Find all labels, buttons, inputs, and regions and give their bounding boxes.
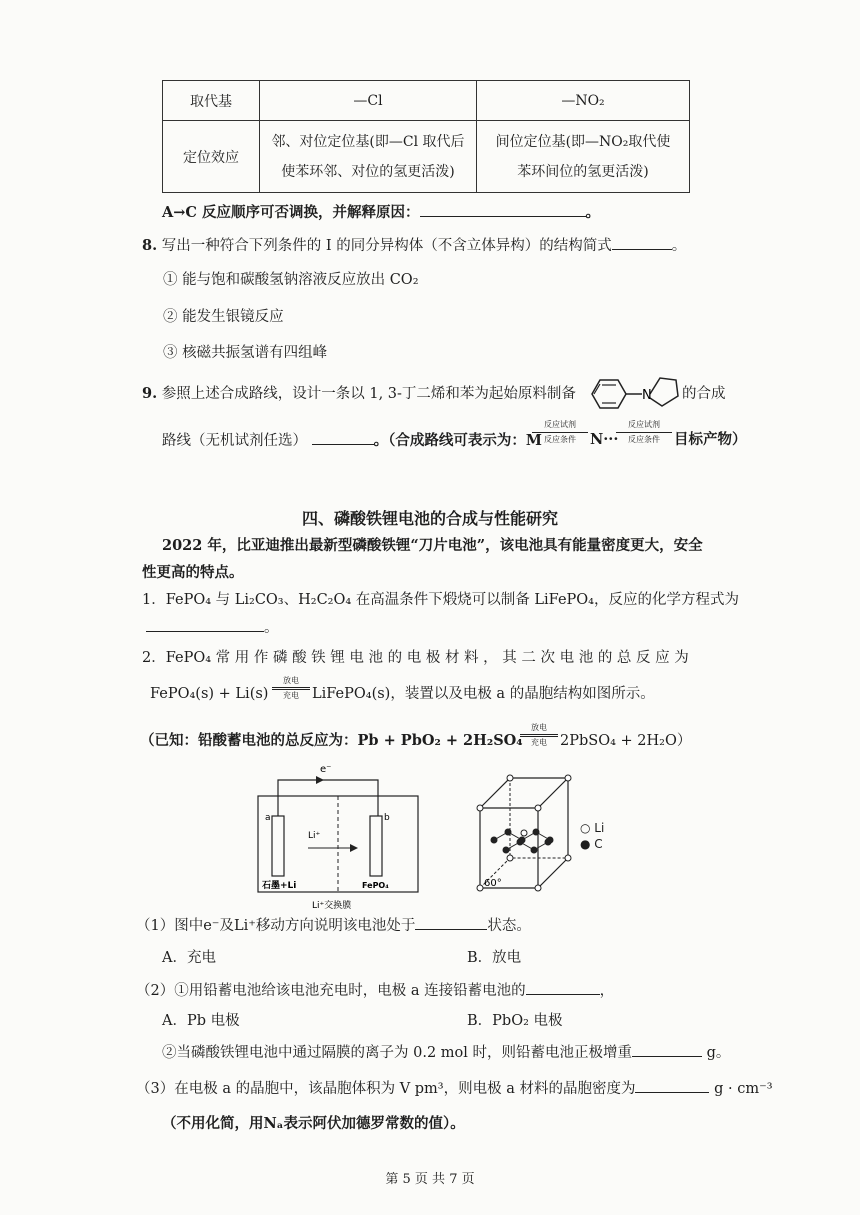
table-cell xyxy=(260,121,477,193)
known-right: 2PbSO₄ + 2H₂O） xyxy=(560,733,692,749)
subquestion-2: （2）①用铅蓄电池给该电池充电时，电极 a 连接铅蓄电池的 ， xyxy=(136,980,614,1001)
route-mid: N··· xyxy=(590,431,619,448)
arrow-label-bottom: 反应条件 xyxy=(544,435,576,444)
li-ion-label: Li⁺ xyxy=(308,831,321,841)
membrane-label: Li⁺交换膜 xyxy=(312,901,352,911)
answer-blank[interactable] xyxy=(612,235,672,250)
option-b[interactable]: B．放电 xyxy=(467,950,522,966)
question-8: 8. 写出一种符合下列条件的 I 的同分异构体（不含立体异构）的结构简式 。 xyxy=(142,237,687,254)
answer-blank[interactable] xyxy=(526,980,600,995)
reversible-arrow-2 xyxy=(520,723,558,748)
question-8-text: 写出一种符合下列条件的 I 的同分异构体（不含立体异构）的结构简式 xyxy=(161,238,612,254)
option-a[interactable]: A．Pb 电极 xyxy=(162,1013,240,1029)
question-9-text-b: 的合成 xyxy=(682,386,726,402)
table-cell xyxy=(477,121,690,193)
table-header-cell: —Cl xyxy=(260,81,477,121)
cathode-material-label: FePO₄ xyxy=(362,881,389,890)
subquestion-2-text: （2）①用铅蓄电池给该电池充电时，电极 a 连接铅蓄电池的 xyxy=(136,983,526,999)
arrow-label-bottom: 反应条件 xyxy=(628,435,660,444)
question-1-answer: 。 xyxy=(146,617,279,638)
arrow-label-bottom: 充电 xyxy=(283,691,299,700)
question-2: 2．FePO₄ 常 用 作 磷 酸 铁 锂 电 池 的 电 极 材 料 ， 其 二 次 电 池 的 总 反 应 为 xyxy=(142,650,689,666)
electrode-a-label: a xyxy=(265,813,271,823)
subquestion-3 xyxy=(136,1078,773,1099)
answer-blank[interactable] xyxy=(632,1042,702,1057)
subquestion-2-part2 xyxy=(162,1042,730,1063)
question-number: 8. xyxy=(142,237,158,254)
table-row-label: 定位效应 xyxy=(163,121,260,193)
table-header-cell: 取代基 xyxy=(163,81,260,121)
section-title: 四、磷酸铁锂电池的合成与性能研究 xyxy=(301,509,558,528)
answer-blank[interactable] xyxy=(146,617,264,632)
unit-label: g。 xyxy=(706,1045,731,1061)
cell-line: 使苯环邻、对位的氢更活泼) xyxy=(281,163,455,180)
legend-li: ○ Li xyxy=(580,821,605,835)
route-hint: 。（合成路线可表示为：M xyxy=(373,432,542,449)
substituent-table xyxy=(162,80,690,193)
answer-blank[interactable] xyxy=(420,202,586,217)
question-9-line2-text: 路线（无机试剂任选） xyxy=(162,433,307,449)
answer-blank[interactable] xyxy=(415,915,487,930)
subquestion-1 xyxy=(136,915,531,936)
condition-3: ③ 核磁共振氢谱有四组峰 xyxy=(163,345,328,361)
arrow-label-top: 放电 xyxy=(283,676,299,685)
angle-label: 60° xyxy=(484,878,502,889)
unit-label: g · cm⁻³ xyxy=(714,1081,773,1097)
equation-left: FePO₄(s) + Li(s) xyxy=(150,686,269,702)
electrode-b-label: b xyxy=(384,813,390,823)
question-1: 1．FePO₄ 与 Li₂CO₃、H₂C₂O₄ 在高温条件下煅烧可以制备 LiFePO₄，反应的化学方程式为 xyxy=(142,592,739,608)
equation-right: LiFePO₄(s)，装置以及电极 a 的晶胞结构如图所示。 xyxy=(312,686,655,702)
option-b[interactable]: B．PbO₂ 电极 xyxy=(467,1013,563,1029)
condition-2: ② 能发生银镜反应 xyxy=(163,309,284,325)
arrow-label-bottom: 充电 xyxy=(531,738,547,747)
question-9-text: 参照上述合成路线，设计一条以 1, 3-丁二烯和苯为起始原料制备 xyxy=(161,386,576,402)
subquestion-1-text: （1）图中e⁻及Li⁺移动方向说明该电池处于 xyxy=(136,918,416,934)
table-header-cell: —NO₂ xyxy=(477,81,690,121)
option-a[interactable]: A．充电 xyxy=(162,950,216,966)
arrow-label-top: 反应试剂 xyxy=(628,420,660,429)
cell-line: 间位定位基(即—NO₂取代使 xyxy=(495,133,671,150)
question-ac-text: A→C 反应顺序可否调换，并解释原因： xyxy=(162,204,420,221)
subquestion-2-part2-text: ②当磷酸铁锂电池中通过隔膜的离子为 0.2 mol 时，则铅蓄电池正极增重 xyxy=(162,1045,633,1061)
reversible-arrow xyxy=(272,676,310,701)
intro-line-1: 2022 年，比亚迪推出最新型磷酸铁锂“刀片电池”，该电池具有能量密度更大，安全 xyxy=(162,537,703,554)
condition-1: ① 能与饱和碳酸氢钠溶液反应放出 CO₂ xyxy=(163,272,419,288)
question-2-equation xyxy=(150,684,268,704)
answer-blank[interactable] xyxy=(312,430,374,445)
electron-label: e⁻ xyxy=(320,764,332,775)
target-molecule-structure xyxy=(580,366,684,422)
question-ac: A→C 反应顺序可否调换，并解释原因： 。 xyxy=(162,204,600,221)
cell-line: 邻、对位定位基(即—Cl 取代后 xyxy=(271,133,465,150)
nitrogen-label: N xyxy=(642,388,652,403)
page-footer: 第 5 页 共 7 页 xyxy=(385,1172,475,1187)
arrow-label-top: 反应试剂 xyxy=(544,420,576,429)
battery-diagram xyxy=(250,762,430,914)
route-end: 目标产物） xyxy=(674,431,747,448)
anode-material-label: 石墨+Li xyxy=(262,881,297,891)
route-arrow-1 xyxy=(532,420,588,445)
legend-c: ● C xyxy=(580,837,603,851)
intro-line-2: 性更高的特点。 xyxy=(142,564,244,581)
question-9 xyxy=(142,384,576,404)
crystal-legend xyxy=(580,820,604,852)
subquestion-1-suffix: 状态。 xyxy=(487,918,531,934)
cell-line: 苯环间位的氢更活泼) xyxy=(517,163,649,180)
question-9-line2 xyxy=(162,430,542,451)
arrow-label-top: 放电 xyxy=(531,723,547,732)
subquestion-3-text: （3）在电极 a 的晶胞中，该晶胞体积为 V pm³，则电极 a 材料的晶胞密度为 xyxy=(136,1081,636,1097)
route-arrow-2 xyxy=(616,420,672,445)
known-left: （已知：铅酸蓄电池的总反应为：Pb + PbO₂ + 2H₂SO₄ xyxy=(140,732,523,749)
question-number: 9. xyxy=(142,385,158,402)
known-note xyxy=(140,731,523,751)
subquestion-3-note: （不用化简，用Nₐ表示阿伏加德罗常数的值）。 xyxy=(162,1115,465,1132)
answer-blank[interactable] xyxy=(635,1078,709,1093)
